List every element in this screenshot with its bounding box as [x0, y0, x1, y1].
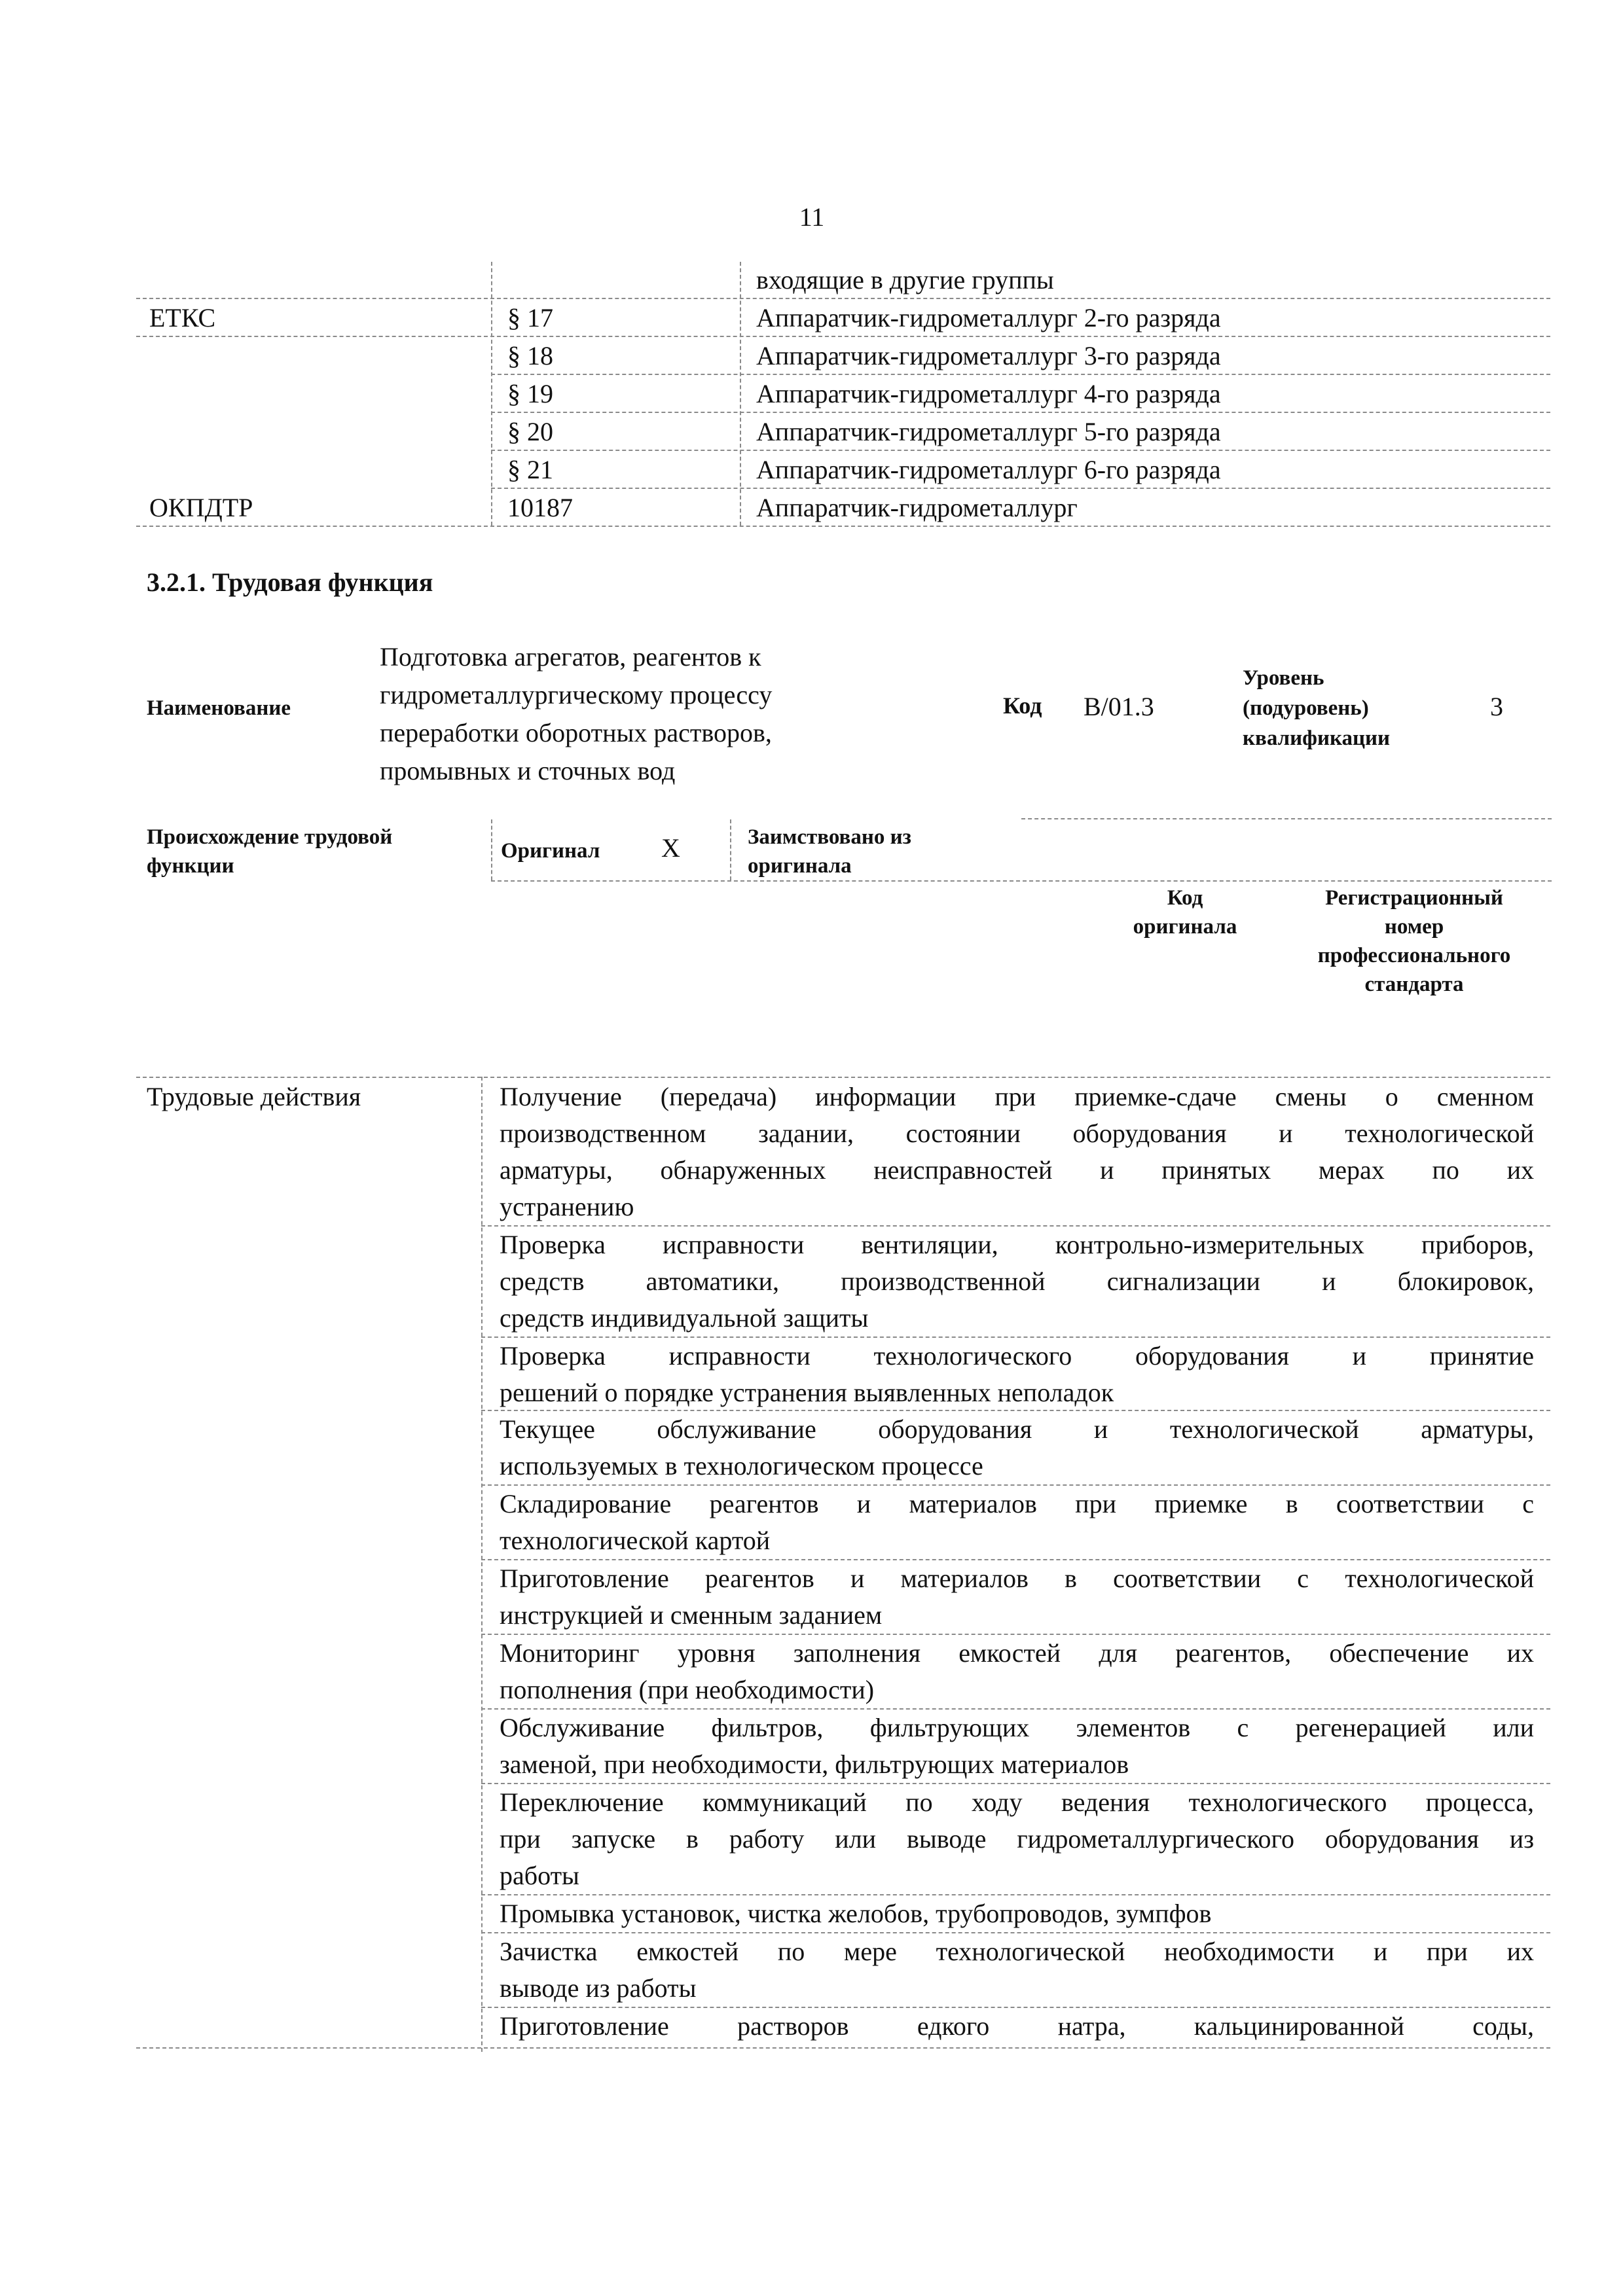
class-row-1-code: § 17: [507, 303, 553, 332]
level-value: 3: [1490, 692, 1503, 721]
original-label: Оригинал: [501, 839, 600, 863]
class-row-4-code: § 20: [507, 417, 553, 446]
labor-action-item: Складирование реагентов и материалов при приемке в соответствии с технологической картой: [500, 1489, 1534, 1555]
class-row-3-code: § 19: [507, 379, 553, 408]
labor-action-item: Проверка исправности технологического оборудования и принятие решений о порядке устранения выявленных неполадок: [500, 1341, 1534, 1407]
labor-action-item: Текущее обслуживание оборудования и технологической арматуры, используемых в технологическом процессе: [500, 1414, 1534, 1480]
class-row-1-name: Аппаратчик-гидрометаллург 2-го разряда: [756, 303, 1221, 332]
borrowed-label: Заимствовано из оригинала: [748, 825, 911, 878]
class-row-2-name: Аппаратчик-гидрометаллург 3-го разряда: [756, 341, 1221, 370]
class-row-6-doc: ОКПДТР: [149, 493, 253, 522]
code-value: B/01.3: [1084, 692, 1154, 721]
section-heading: 3.2.1. Трудовая функция: [147, 567, 433, 597]
labor-action-item: Переключение коммуникаций по ходу ведения технологического процесса, при запуске в работу или выводе гидрометаллургического оборудования из работы: [500, 1787, 1534, 1890]
class-row-4-name: Аппаратчик-гидрометаллург 5-го разряда: [756, 417, 1221, 446]
labor-action-item: Проверка исправности вентиляции, контрольно-измерительных приборов, средств автоматики, производственной сигнализации и блокировок, средств индивидуальной защиты: [500, 1230, 1534, 1333]
reg-number-label: Регистрационный номер профессионального стандарта: [1317, 886, 1511, 996]
labor-action-item: Получение (передача) информации при приемке-сдаче смены о сменном производственном задании, состоянии оборудования и технологической арматуры, обнаруженных неисправностей и принятых мерах по их устранению: [500, 1082, 1534, 1221]
class-row-0-name: входящие в другие группы: [756, 265, 1054, 295]
origin-label: Происхождение трудовой функции: [147, 825, 393, 878]
function-name: Подготовка агрегатов, реагентов к гидрометаллургическому процессу переработки оборотных растворов, промывных и сточных вод: [380, 642, 773, 785]
original-mark: X: [661, 833, 680, 863]
labor-action-item: Обслуживание фильтров, фильтрующих элементов с регенерацией или заменой, при необходимости, фильтрующих материалов: [500, 1713, 1534, 1779]
class-row-5-name: Аппаратчик-гидрометаллург 6-го разряда: [756, 455, 1221, 484]
labor-action-item: Мониторинг уровня заполнения емкостей для реагентов, обеспечение их пополнения (при необходимости): [500, 1638, 1534, 1704]
class-row-5-code: § 21: [507, 455, 553, 484]
page-number: 11: [799, 202, 825, 232]
labor-action-item: Приготовление растворов едкого натра, кальцинированной соды,: [500, 2011, 1534, 2041]
original-code-label: Код оригинала: [1133, 886, 1237, 939]
class-row-2-code: § 18: [507, 341, 553, 370]
name-label: Наименование: [147, 696, 291, 720]
class-row-3-name: Аппаратчик-гидрометаллург 4-го разряда: [756, 379, 1221, 408]
class-row-1-doc: ЕТКС: [149, 303, 216, 332]
labor-actions-label: Трудовые действия: [147, 1082, 361, 1111]
labor-action-item: Приготовление реагентов и материалов в соответствии с технологической инструкцией и сменным заданием: [500, 1564, 1534, 1630]
class-row-6-code: 10187: [507, 493, 573, 522]
code-label: Код: [1003, 692, 1042, 719]
labor-action-item: Зачистка емкостей по мере технологической необходимости и при их выводе из работы: [500, 1937, 1534, 2003]
labor-action-item: Промывка установок, чистка желобов, трубопроводов, зумпфов: [500, 1899, 1212, 1928]
class-row-6-name: Аппаратчик-гидрометаллург: [756, 493, 1078, 522]
level-label: Уровень (подуровень) квалификации: [1243, 666, 1391, 750]
